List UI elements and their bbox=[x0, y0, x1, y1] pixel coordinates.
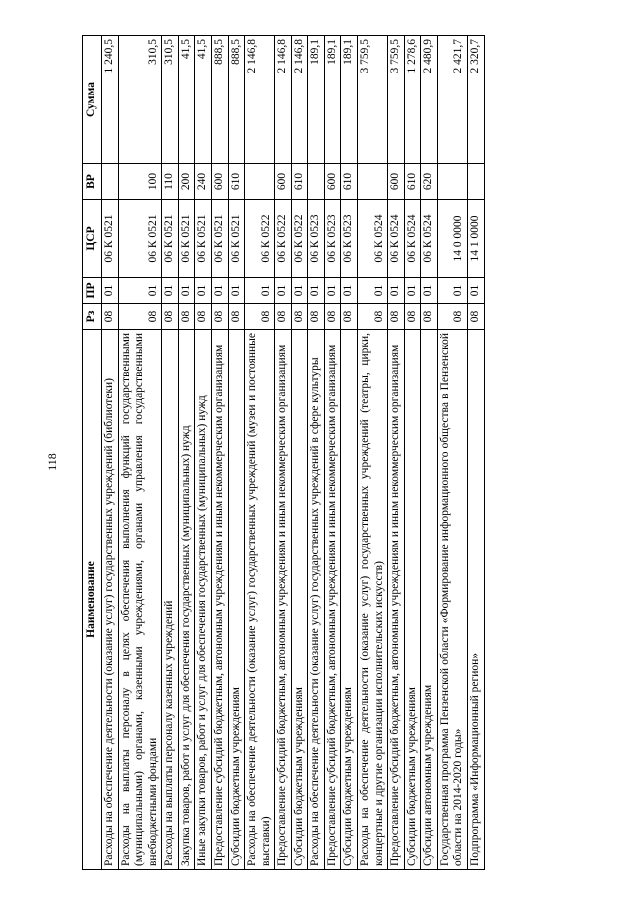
cell-pr: 01 bbox=[358, 278, 388, 304]
cell-name: Субсидии бюджетным учреждениям bbox=[404, 330, 421, 870]
cell-pr: 01 bbox=[162, 278, 179, 304]
cell-name: Расходы на обеспечение деятельности (оказание услуг) государственных учреждений в сфере культуры bbox=[308, 330, 325, 870]
table-row bbox=[275, 36, 292, 870]
cell-csr: 06 К 0521 bbox=[118, 200, 162, 278]
cell-name: Субсидии бюджетным учреждениям bbox=[228, 330, 245, 870]
cell-sum: 41,5 bbox=[195, 36, 212, 164]
cell-rz: 08 bbox=[324, 304, 341, 330]
cell-pr: 01 bbox=[404, 278, 421, 304]
cell-sum: 1 240,5 bbox=[102, 36, 119, 164]
cell-sum: 3 759,5 bbox=[358, 36, 388, 164]
cell-rz: 08 bbox=[102, 304, 119, 330]
rotated-page-content bbox=[82, 36, 552, 870]
cell-rz: 08 bbox=[437, 304, 467, 330]
cell-csr: 06 К 0524 bbox=[404, 200, 421, 278]
cell-sum: 189,1 bbox=[341, 36, 358, 164]
cell-sum: 189,1 bbox=[308, 36, 325, 164]
cell-sum: 2 146,8 bbox=[245, 36, 275, 164]
cell-pr: 01 bbox=[341, 278, 358, 304]
cell-rz: 08 bbox=[211, 304, 228, 330]
table-row bbox=[421, 36, 438, 870]
cell-vr bbox=[467, 164, 484, 200]
cell-sum: 1 278,6 bbox=[404, 36, 421, 164]
cell-sum: 41,5 bbox=[178, 36, 195, 164]
cell-csr: 06 К 0521 bbox=[178, 200, 195, 278]
cell-pr: 01 bbox=[291, 278, 308, 304]
cell-rz: 08 bbox=[195, 304, 212, 330]
cell-rz: 08 bbox=[118, 304, 162, 330]
header-vr: ВР bbox=[83, 164, 102, 200]
cell-csr: 14 0 0000 bbox=[437, 200, 467, 278]
cell-sum: 2 421,7 bbox=[437, 36, 467, 164]
cell-sum: 310,5 bbox=[162, 36, 179, 164]
cell-pr: 01 bbox=[388, 278, 405, 304]
cell-sum: 888,5 bbox=[228, 36, 245, 164]
cell-name: Расходы на выплаты персоналу казенных учреждений bbox=[162, 330, 179, 870]
cell-rz: 08 bbox=[358, 304, 388, 330]
cell-vr: 610 bbox=[341, 164, 358, 200]
cell-sum: 189,1 bbox=[324, 36, 341, 164]
cell-vr: 600 bbox=[211, 164, 228, 200]
cell-vr: 610 bbox=[404, 164, 421, 200]
cell-vr bbox=[102, 164, 119, 200]
cell-name: Государственная программа Пензенской области «Формирование информационного общества в Пензенской области на 2014-2020 годы» bbox=[437, 330, 467, 870]
cell-csr: 14 1 0000 bbox=[467, 200, 484, 278]
cell-name: Предоставление субсидий бюджетным, автономным учреждениям и иным некоммерческим организациям bbox=[211, 330, 228, 870]
table-row bbox=[178, 36, 195, 870]
cell-pr: 01 bbox=[195, 278, 212, 304]
cell-csr: 06 К 0522 bbox=[291, 200, 308, 278]
cell-csr: 06 К 0524 bbox=[358, 200, 388, 278]
cell-sum: 2 320,7 bbox=[467, 36, 484, 164]
table-row bbox=[228, 36, 245, 870]
page-number: 118 bbox=[45, 453, 59, 471]
cell-rz: 08 bbox=[308, 304, 325, 330]
cell-vr: 100 bbox=[118, 164, 162, 200]
cell-vr bbox=[245, 164, 275, 200]
header-csr: ЦСР bbox=[83, 200, 102, 278]
table-row bbox=[162, 36, 179, 870]
cell-rz: 08 bbox=[245, 304, 275, 330]
budget-table bbox=[82, 35, 485, 870]
header-pr: ПР bbox=[83, 278, 102, 304]
cell-vr: 110 bbox=[162, 164, 179, 200]
cell-vr: 600 bbox=[324, 164, 341, 200]
cell-vr: 200 bbox=[178, 164, 195, 200]
cell-name: Предоставление субсидий бюджетным, автономным учреждениям и иным некоммерческим организациям bbox=[388, 330, 405, 870]
cell-csr: 06 К 0523 bbox=[324, 200, 341, 278]
cell-rz: 08 bbox=[291, 304, 308, 330]
table-row bbox=[324, 36, 341, 870]
cell-rz: 08 bbox=[162, 304, 179, 330]
cell-pr: 01 bbox=[178, 278, 195, 304]
cell-csr: 06 К 0523 bbox=[341, 200, 358, 278]
cell-name: Подпрограмма «Информационный регион» bbox=[467, 330, 484, 870]
header-rz: Рз bbox=[83, 304, 102, 330]
table-row bbox=[211, 36, 228, 870]
cell-name: Расходы на обеспечение деятельности (оказание услуг) государственных учреждений (библиотеки) bbox=[102, 330, 119, 870]
cell-vr bbox=[437, 164, 467, 200]
cell-sum: 888,5 bbox=[211, 36, 228, 164]
table-body bbox=[102, 36, 485, 870]
table-row bbox=[102, 36, 119, 870]
table-row bbox=[404, 36, 421, 870]
cell-name: Закупка товаров, работ и услуг для обеспечения государственных (муниципальных) нужд bbox=[178, 330, 195, 870]
header-name: Наименование bbox=[83, 330, 102, 870]
cell-name: Иные закупки товаров, работ и услуг для обеспечения государственных (муниципальных) нужд bbox=[195, 330, 212, 870]
cell-pr: 01 bbox=[467, 278, 484, 304]
cell-sum: 3 759,5 bbox=[388, 36, 405, 164]
table-row bbox=[195, 36, 212, 870]
table-row bbox=[291, 36, 308, 870]
cell-name: Субсидии бюджетным учреждениям bbox=[341, 330, 358, 870]
cell-csr: 06 К 0523 bbox=[308, 200, 325, 278]
cell-vr bbox=[308, 164, 325, 200]
cell-pr: 01 bbox=[324, 278, 341, 304]
cell-sum: 2 146,8 bbox=[275, 36, 292, 164]
table-row bbox=[388, 36, 405, 870]
cell-vr: 620 bbox=[421, 164, 438, 200]
table-row bbox=[437, 36, 467, 870]
cell-name: Субсидии автономным учреждениям bbox=[421, 330, 438, 870]
cell-csr: 06 К 0522 bbox=[245, 200, 275, 278]
cell-csr: 06 К 0521 bbox=[211, 200, 228, 278]
cell-vr: 600 bbox=[275, 164, 292, 200]
table-row bbox=[341, 36, 358, 870]
table-row bbox=[118, 36, 162, 870]
cell-pr: 01 bbox=[228, 278, 245, 304]
cell-name: Предоставление субсидий бюджетным, автономным учреждениям и иным некоммерческим организациям bbox=[275, 330, 292, 870]
cell-csr: 06 К 0521 bbox=[195, 200, 212, 278]
cell-vr: 600 bbox=[388, 164, 405, 200]
cell-pr: 01 bbox=[437, 278, 467, 304]
cell-rz: 08 bbox=[467, 304, 484, 330]
header-sum: Сумма bbox=[83, 36, 102, 164]
cell-pr: 01 bbox=[275, 278, 292, 304]
cell-vr: 610 bbox=[228, 164, 245, 200]
table-row bbox=[245, 36, 275, 870]
cell-name: Расходы на обеспечение деятельности (оказание услуг) государственных учреждений (музеи и постоянные выставки) bbox=[245, 330, 275, 870]
cell-name: Предоставление субсидий бюджетным, автономным учреждениям и иным некоммерческим организациям bbox=[324, 330, 341, 870]
cell-rz: 08 bbox=[341, 304, 358, 330]
cell-name: Субсидии бюджетным учреждениям bbox=[291, 330, 308, 870]
cell-rz: 08 bbox=[275, 304, 292, 330]
cell-sum: 310,5 bbox=[118, 36, 162, 164]
cell-csr: 06 К 0521 bbox=[102, 200, 119, 278]
cell-csr: 06 К 0522 bbox=[275, 200, 292, 278]
cell-pr: 01 bbox=[308, 278, 325, 304]
table-row bbox=[467, 36, 484, 870]
cell-vr: 610 bbox=[291, 164, 308, 200]
table-header-row bbox=[83, 36, 102, 870]
cell-csr: 06 К 0524 bbox=[388, 200, 405, 278]
cell-name: Расходы на выплаты персоналу в целях обеспечения выполнения функций государственными (муниципальными) органами, казенными учреждениями, органами управления государственными внебюджетными фондами bbox=[118, 330, 162, 870]
cell-rz: 08 bbox=[388, 304, 405, 330]
cell-pr: 01 bbox=[118, 278, 162, 304]
cell-rz: 08 bbox=[178, 304, 195, 330]
cell-csr: 06 К 0521 bbox=[162, 200, 179, 278]
cell-pr: 01 bbox=[102, 278, 119, 304]
cell-rz: 08 bbox=[404, 304, 421, 330]
cell-vr: 240 bbox=[195, 164, 212, 200]
cell-rz: 08 bbox=[421, 304, 438, 330]
cell-rz: 08 bbox=[228, 304, 245, 330]
cell-csr: 06 К 0521 bbox=[228, 200, 245, 278]
cell-vr bbox=[358, 164, 388, 200]
table-row bbox=[308, 36, 325, 870]
table-row bbox=[358, 36, 388, 870]
cell-sum: 2 480,9 bbox=[421, 36, 438, 164]
cell-pr: 01 bbox=[245, 278, 275, 304]
cell-csr: 06 К 0524 bbox=[421, 200, 438, 278]
cell-pr: 01 bbox=[211, 278, 228, 304]
cell-pr: 01 bbox=[421, 278, 438, 304]
cell-name: Расходы на обеспечение деятельности (оказание услуг) государственных учреждений (театры, цирки, концертные и другие организации исполнительских искусств) bbox=[358, 330, 388, 870]
cell-sum: 2 146,8 bbox=[291, 36, 308, 164]
